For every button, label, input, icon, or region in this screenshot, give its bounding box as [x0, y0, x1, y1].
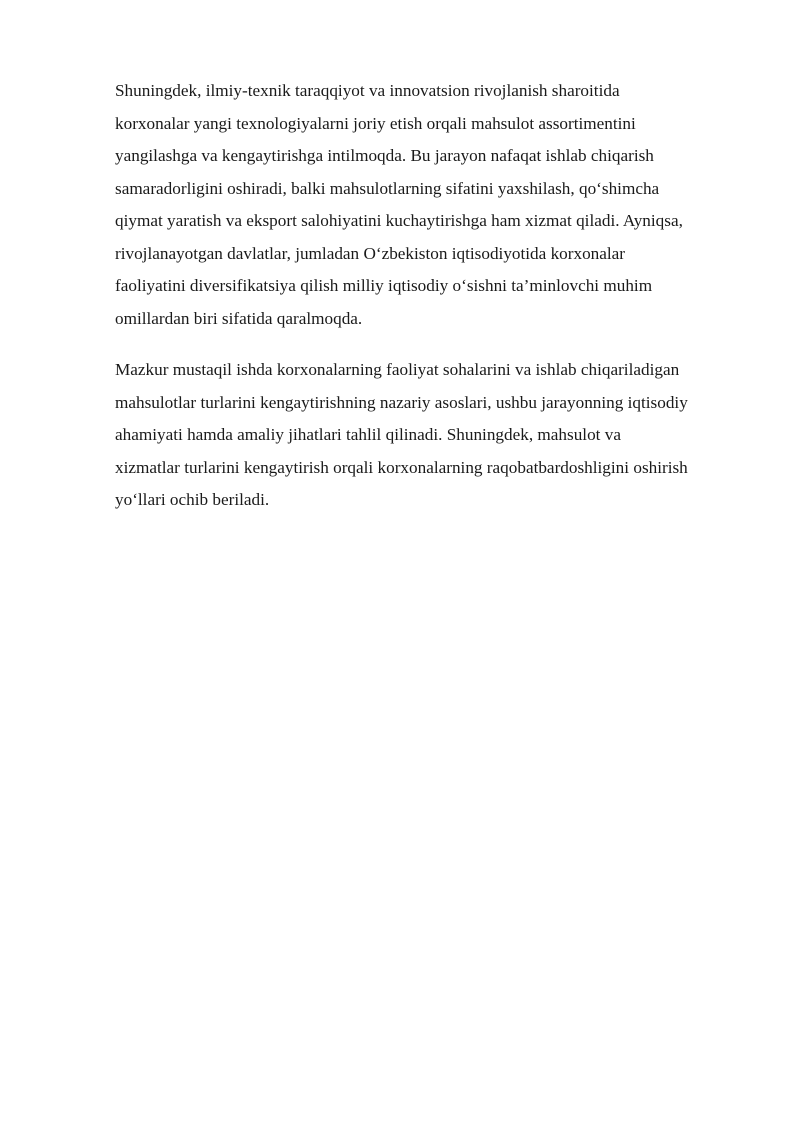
paragraph-line: xizmatlar turlarini kengaytirish orqali korxonalarning raqobatbardoshligini oshirish — [115, 457, 688, 477]
paragraph-line: korxonalar yangi texnologiyalarni joriy etish orqali mahsulot assortimentini — [115, 113, 636, 133]
document-body — [115, 75, 750, 536]
paragraph-1 — [115, 75, 750, 335]
paragraph-line: Shuningdek, ilmiy-texnik taraqqiyot va innovatsion rivojlanish sharoitida — [115, 81, 620, 100]
paragraph-line: yo‘llari ochib beriladi. — [115, 490, 270, 509]
paragraph-2 — [115, 354, 750, 517]
paragraph-line: rivojlanayotgan davlatlar, jumladan O‘zbekiston iqtisodiyotida korxonalar — [115, 243, 626, 263]
paragraph-line: qiymat yaratish va eksport salohiyatini kuchaytirishga ham xizmat qiladi. Ayniqsa, — [115, 211, 683, 230]
paragraph-line: omillardan biri sifatida qaralmoqda. — [115, 308, 363, 328]
paragraph-line: faoliyatini diversifikatsiya qilish milliy iqtisodiy o‘sishni ta’minlovchi muhim — [115, 276, 653, 295]
paragraph-line: Mazkur mustaqil ishda korxonalarning faoliyat sohalarini va ishlab chiqariladigan — [115, 360, 680, 379]
paragraph-line: ahamiyati hamda amaliy jihatlari tahlil qilinadi. Shuningdek, mahsulot va — [115, 425, 621, 444]
paragraph-line: mahsulotlar turlarini kengaytirishning nazariy asoslari, ushbu jarayonning iqtisodiy — [115, 392, 688, 412]
paragraph-line: yangilashga va kengaytirishga intilmoqda. Bu jarayon nafaqat ishlab chiqarish — [115, 146, 654, 165]
paragraph-line: samaradorligini oshiradi, balki mahsulotlarning sifatini yaxshilash, qo‘shimcha — [115, 178, 660, 198]
